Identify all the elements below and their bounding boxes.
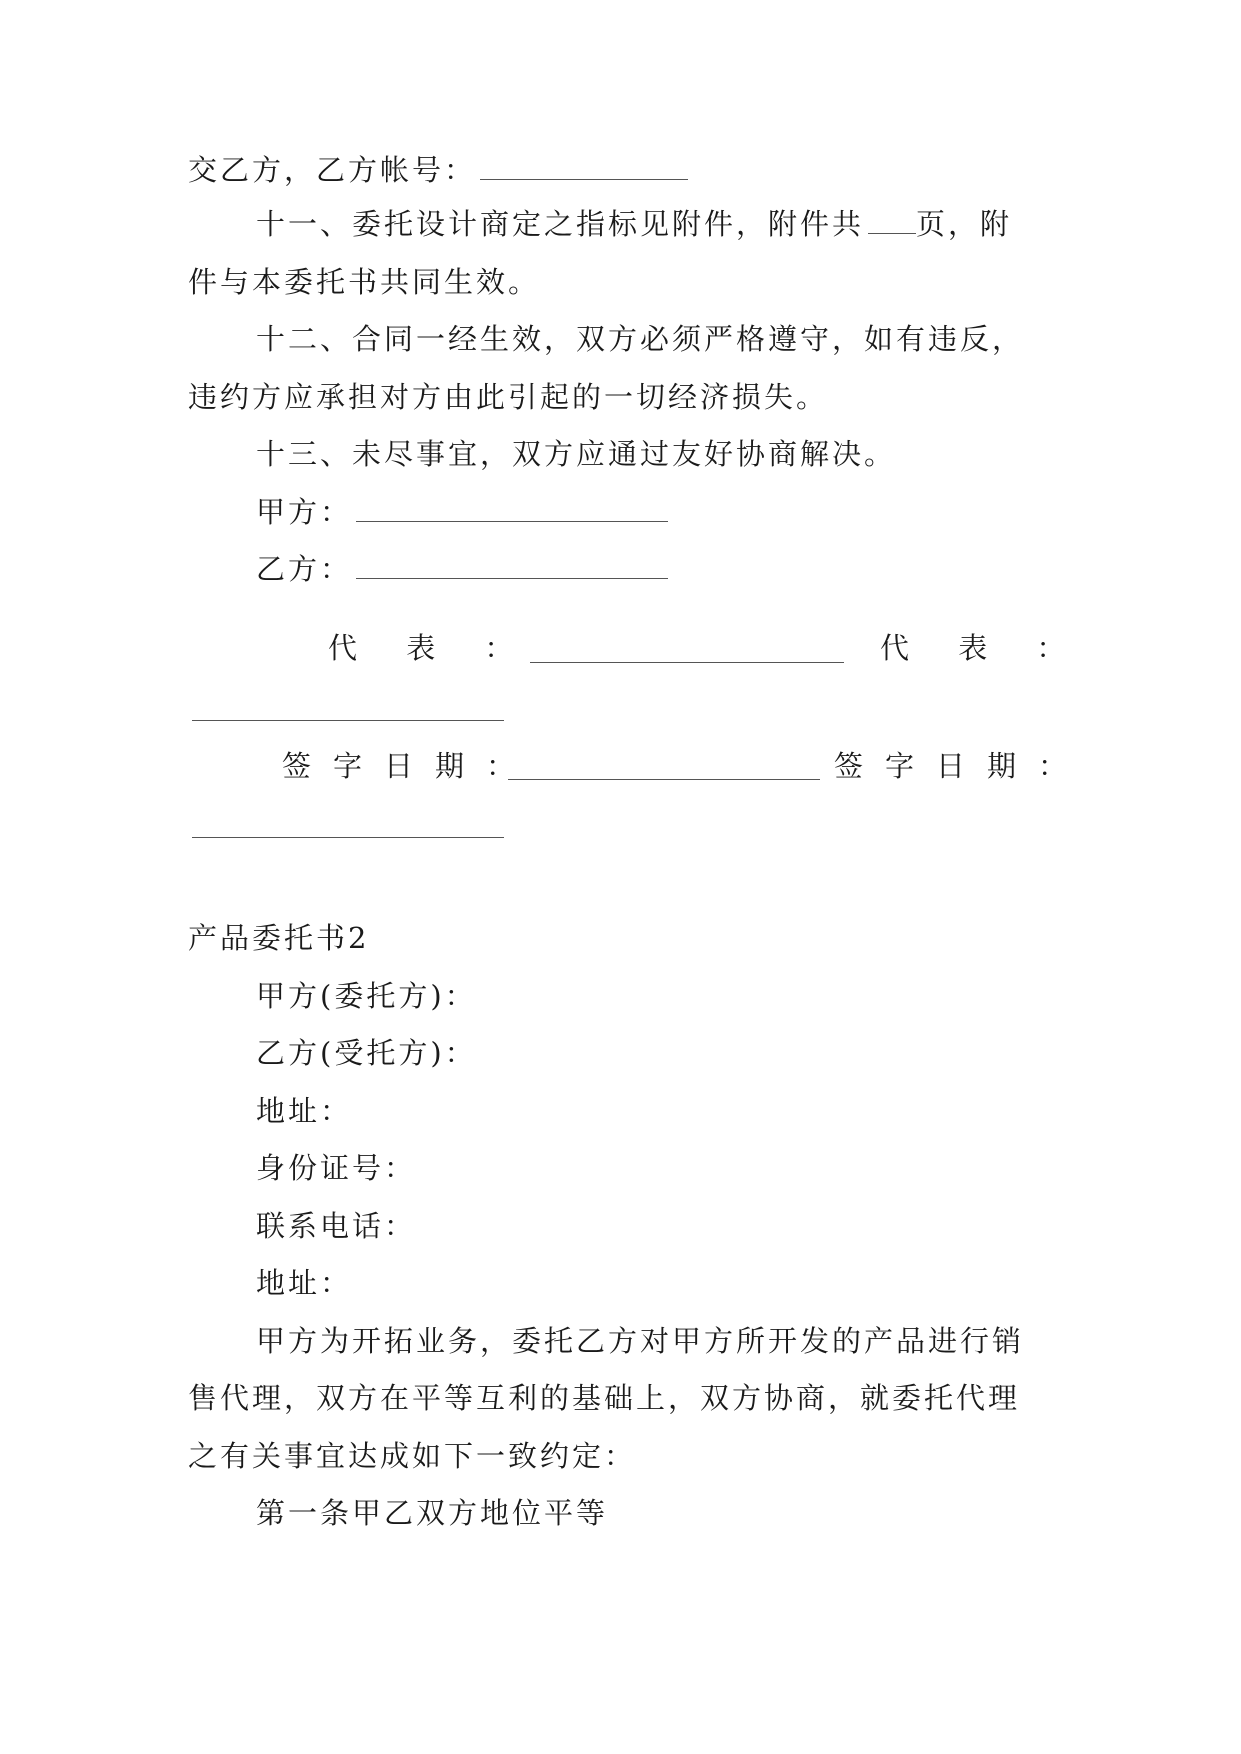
clause-12-line2: 违约方应承担对方由此引起的一切经济损失。 [188, 380, 829, 414]
clause-13-line1: 十三、未尽事宜，双方应通过友好协商解决。 [256, 437, 897, 471]
rep-left-blank [530, 661, 844, 663]
body-para-line2: 售代理，双方在平等互利的基础上，双方协商，就委托代理 [188, 1381, 1021, 1415]
party-b-label: 乙方： [256, 552, 353, 586]
sign-date-left-blank [508, 778, 820, 780]
account-label: 交乙方，乙方帐号： [188, 153, 477, 187]
sign-date-right-label: 签字日期： [834, 749, 1090, 783]
account-blank [480, 178, 688, 180]
article-1: 第一条甲乙双方地位平等 [256, 1496, 609, 1530]
field-address-2: 地址： [256, 1266, 353, 1300]
section-2-title: 产品委托书2 [188, 921, 370, 955]
rep-left-label: 代 表 ： [328, 631, 534, 665]
field-id-number: 身份证号： [256, 1151, 417, 1185]
clause-12-line1: 十二、合同一经生效，双方必须严格遵守，如有违反， [256, 322, 1025, 356]
page-count-blank [868, 232, 916, 234]
sign-date-right-blank [192, 836, 504, 838]
party-b-blank [356, 577, 668, 579]
clause-11-text-end: 页，附 [916, 207, 1013, 241]
rep-right-label: 代 表 ： [880, 631, 1086, 665]
field-phone: 联系电话： [256, 1209, 417, 1243]
clause-11-line1 [256, 204, 1012, 244]
body-para-line1: 甲方为开拓业务，委托乙方对甲方所开发的产品进行销 [256, 1324, 1025, 1358]
clause-11-line2: 件与本委托书共同生效。 [188, 265, 541, 299]
party-b-line [256, 549, 668, 589]
clause-11-text: 十一、委托设计商定之指标见附件，附件共 [256, 207, 865, 241]
rep-right-blank [192, 719, 504, 721]
party-a-blank [356, 520, 668, 522]
body-para-line3: 之有关事宜达成如下一致约定： [188, 1439, 637, 1473]
field-party-b: 乙方(受托方)： [256, 1036, 477, 1070]
party-a-line [256, 492, 668, 532]
account-line [188, 150, 688, 190]
sign-date-left-label: 签字日期： [282, 749, 538, 783]
field-address-1: 地址： [256, 1094, 353, 1128]
field-party-a: 甲方(委托方)： [256, 979, 477, 1013]
rep-left-line [328, 628, 533, 668]
party-a-label: 甲方： [256, 495, 353, 529]
